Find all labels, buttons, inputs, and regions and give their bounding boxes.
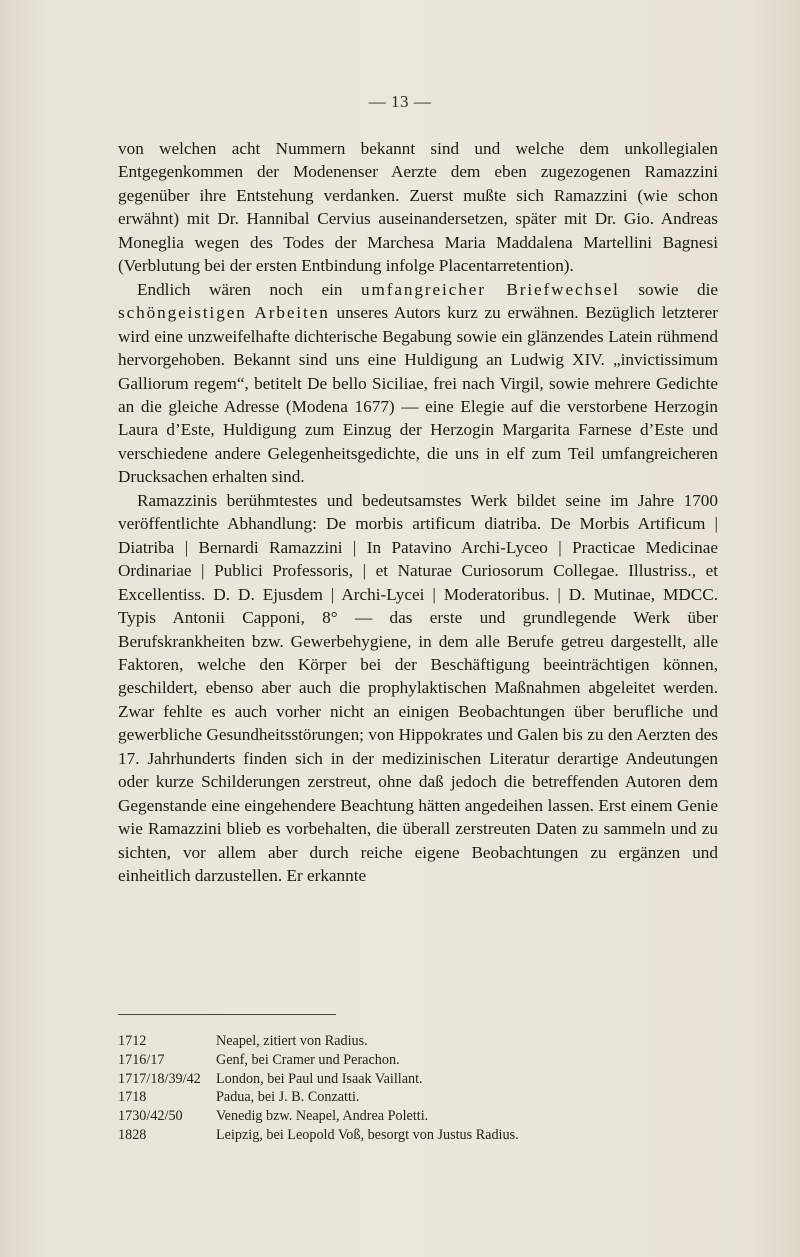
emphasized-text: schöngeistigen Arbeiten	[118, 303, 330, 323]
footnote-year: 1716/17	[118, 1051, 165, 1068]
footnote-year: 1717/18/39/42	[118, 1070, 201, 1087]
paragraph-text: sowie die	[619, 279, 718, 299]
footnote-row	[118, 1032, 678, 1051]
footnote-year: 1712	[118, 1033, 147, 1049]
paragraph-text: von welchen acht Nummern bekannt sind und welche dem unkollegialen Entgegenkommen der Modenenser Aerzte dem eben zugezogenen Ramazzini gegenüber ihre Entstehung verdanken. Zuerst mußte sich Ramazzini (wie schon erwähnt) mit Dr. Hannibal Cervius auseinandersetzen, später mit Dr. Gio. Andreas Moneglia wegen des Todes der Marchesa Maria Maddalena Martellini Bagnesi (Verblutung bei der ersten Entbindung infolge Placentarretention).	[118, 139, 718, 276]
footnote-row	[118, 1126, 678, 1145]
footnote-text: Leipzig, bei Leopold Voß, besorgt von Justus Radius.	[216, 1126, 519, 1143]
page-number: — 13 —	[368, 92, 432, 111]
footnote-row	[118, 1107, 678, 1126]
footnote-year: 1718	[118, 1089, 147, 1106]
paragraph	[118, 489, 718, 888]
paragraph-text: Ramazzinis berühmtestes und bedeutsamstes Werk bildet seine im Jahre 1700 veröffentlichte Abhandlung: De morbis artificum diatriba. De Morbis Artificum | Diatriba | Bernardi Ramazzini | In Patavino Archi-Lyceo | Practicae Medicinae Ordinariae | Publici Professoris, | et Naturae Curiosorum Collegae. Illustriss., et Excellentiss. D. D. Ejusdem | Archi-Lycei | Moderatoribus. | D. Mutinae, MDCC. Typis Antonii Capponi, 8° — das erste und grundlegende Werk über Berufskrankheiten bzw. Gewerbehygiene, in dem alle Berufe getreu dargestellt, alle Faktoren, welche den Körper bei der Beschäftigung beeinträchtigen können, geschildert, ebenso aber auch die prophylaktischen Maßnahmen abgeleitet werden. Zwar fehlte es auch vorher nicht an einigen Beobachtungen über berufliche und gewerbliche Gesundheitsstörungen; von Hippokrates und Galen bis zu den Aerzten des 17. Jahrhunderts finden sich in der medizinischen Literatur derartige Andeutungen oder kurze Schilderungen zerstreut, ohne daß jedoch die betreffenden Autoren dem Gegenstande eine eingehendere Beachtung hätten angedeihen lassen. Erst einem Genie wie Ramazzini blieb es vorbehalten, die überall zerstreuten Daten zu sammeln und zu sichten, vor allem aber durch reiche eigene Beobachtungen zu ergänzen und einheitlich darzustellen. Er erkannte	[118, 490, 718, 886]
emphasized-text: umfangreicher Briefwechsel	[361, 279, 620, 299]
paragraph	[118, 137, 718, 278]
footnote-text: Genf, bei Cramer und Perachon.	[216, 1051, 400, 1068]
footnote-text: Venedig bzw. Neapel, Andrea Poletti.	[216, 1108, 429, 1125]
footnote-year: 1730/42/50	[118, 1108, 183, 1125]
footnote-divider	[118, 1014, 336, 1015]
footnote-year: 1828	[118, 1126, 147, 1143]
footnote-text: Neapel, zitiert von Radius.	[216, 1033, 368, 1049]
paragraph	[118, 278, 718, 489]
footnote-row	[118, 1088, 678, 1107]
paragraph-text: unseres Autors kurz zu erwähnen. Bezüglich letzterer wird eine unzweifelhafte dichterische Begabung sowie ein glänzendes Latein rühmend hervorgehoben. Bekannt sind uns eine Huldigung an Ludwig XIV. „invictissimum Galliorum regem“, betitelt De bello Siciliae, frei nach Virgil, sowie mehrere Gedichte an die gleiche Adresse (Modena 1677) — eine Elegie auf die verstorbene Herzogin Laura d’Este, Huldigung zum Einzug der Herzogin Margarita Farnese d’Este und verschiedene andere Gelegenheitsgedichte, die uns in elf zum Teil umfangreicheren Drucksachen erhalten sind.	[118, 303, 718, 487]
body-text	[118, 137, 718, 888]
footnotes-list	[118, 1032, 678, 1145]
paragraph-text: Endlich wären noch ein	[137, 279, 361, 299]
footnote-row	[118, 1070, 678, 1089]
footnote-text: Padua, bei J. B. Conzatti.	[216, 1089, 360, 1106]
footnote-text: London, bei Paul und Isaak Vaillant.	[216, 1070, 423, 1087]
footnote-row	[118, 1051, 678, 1070]
